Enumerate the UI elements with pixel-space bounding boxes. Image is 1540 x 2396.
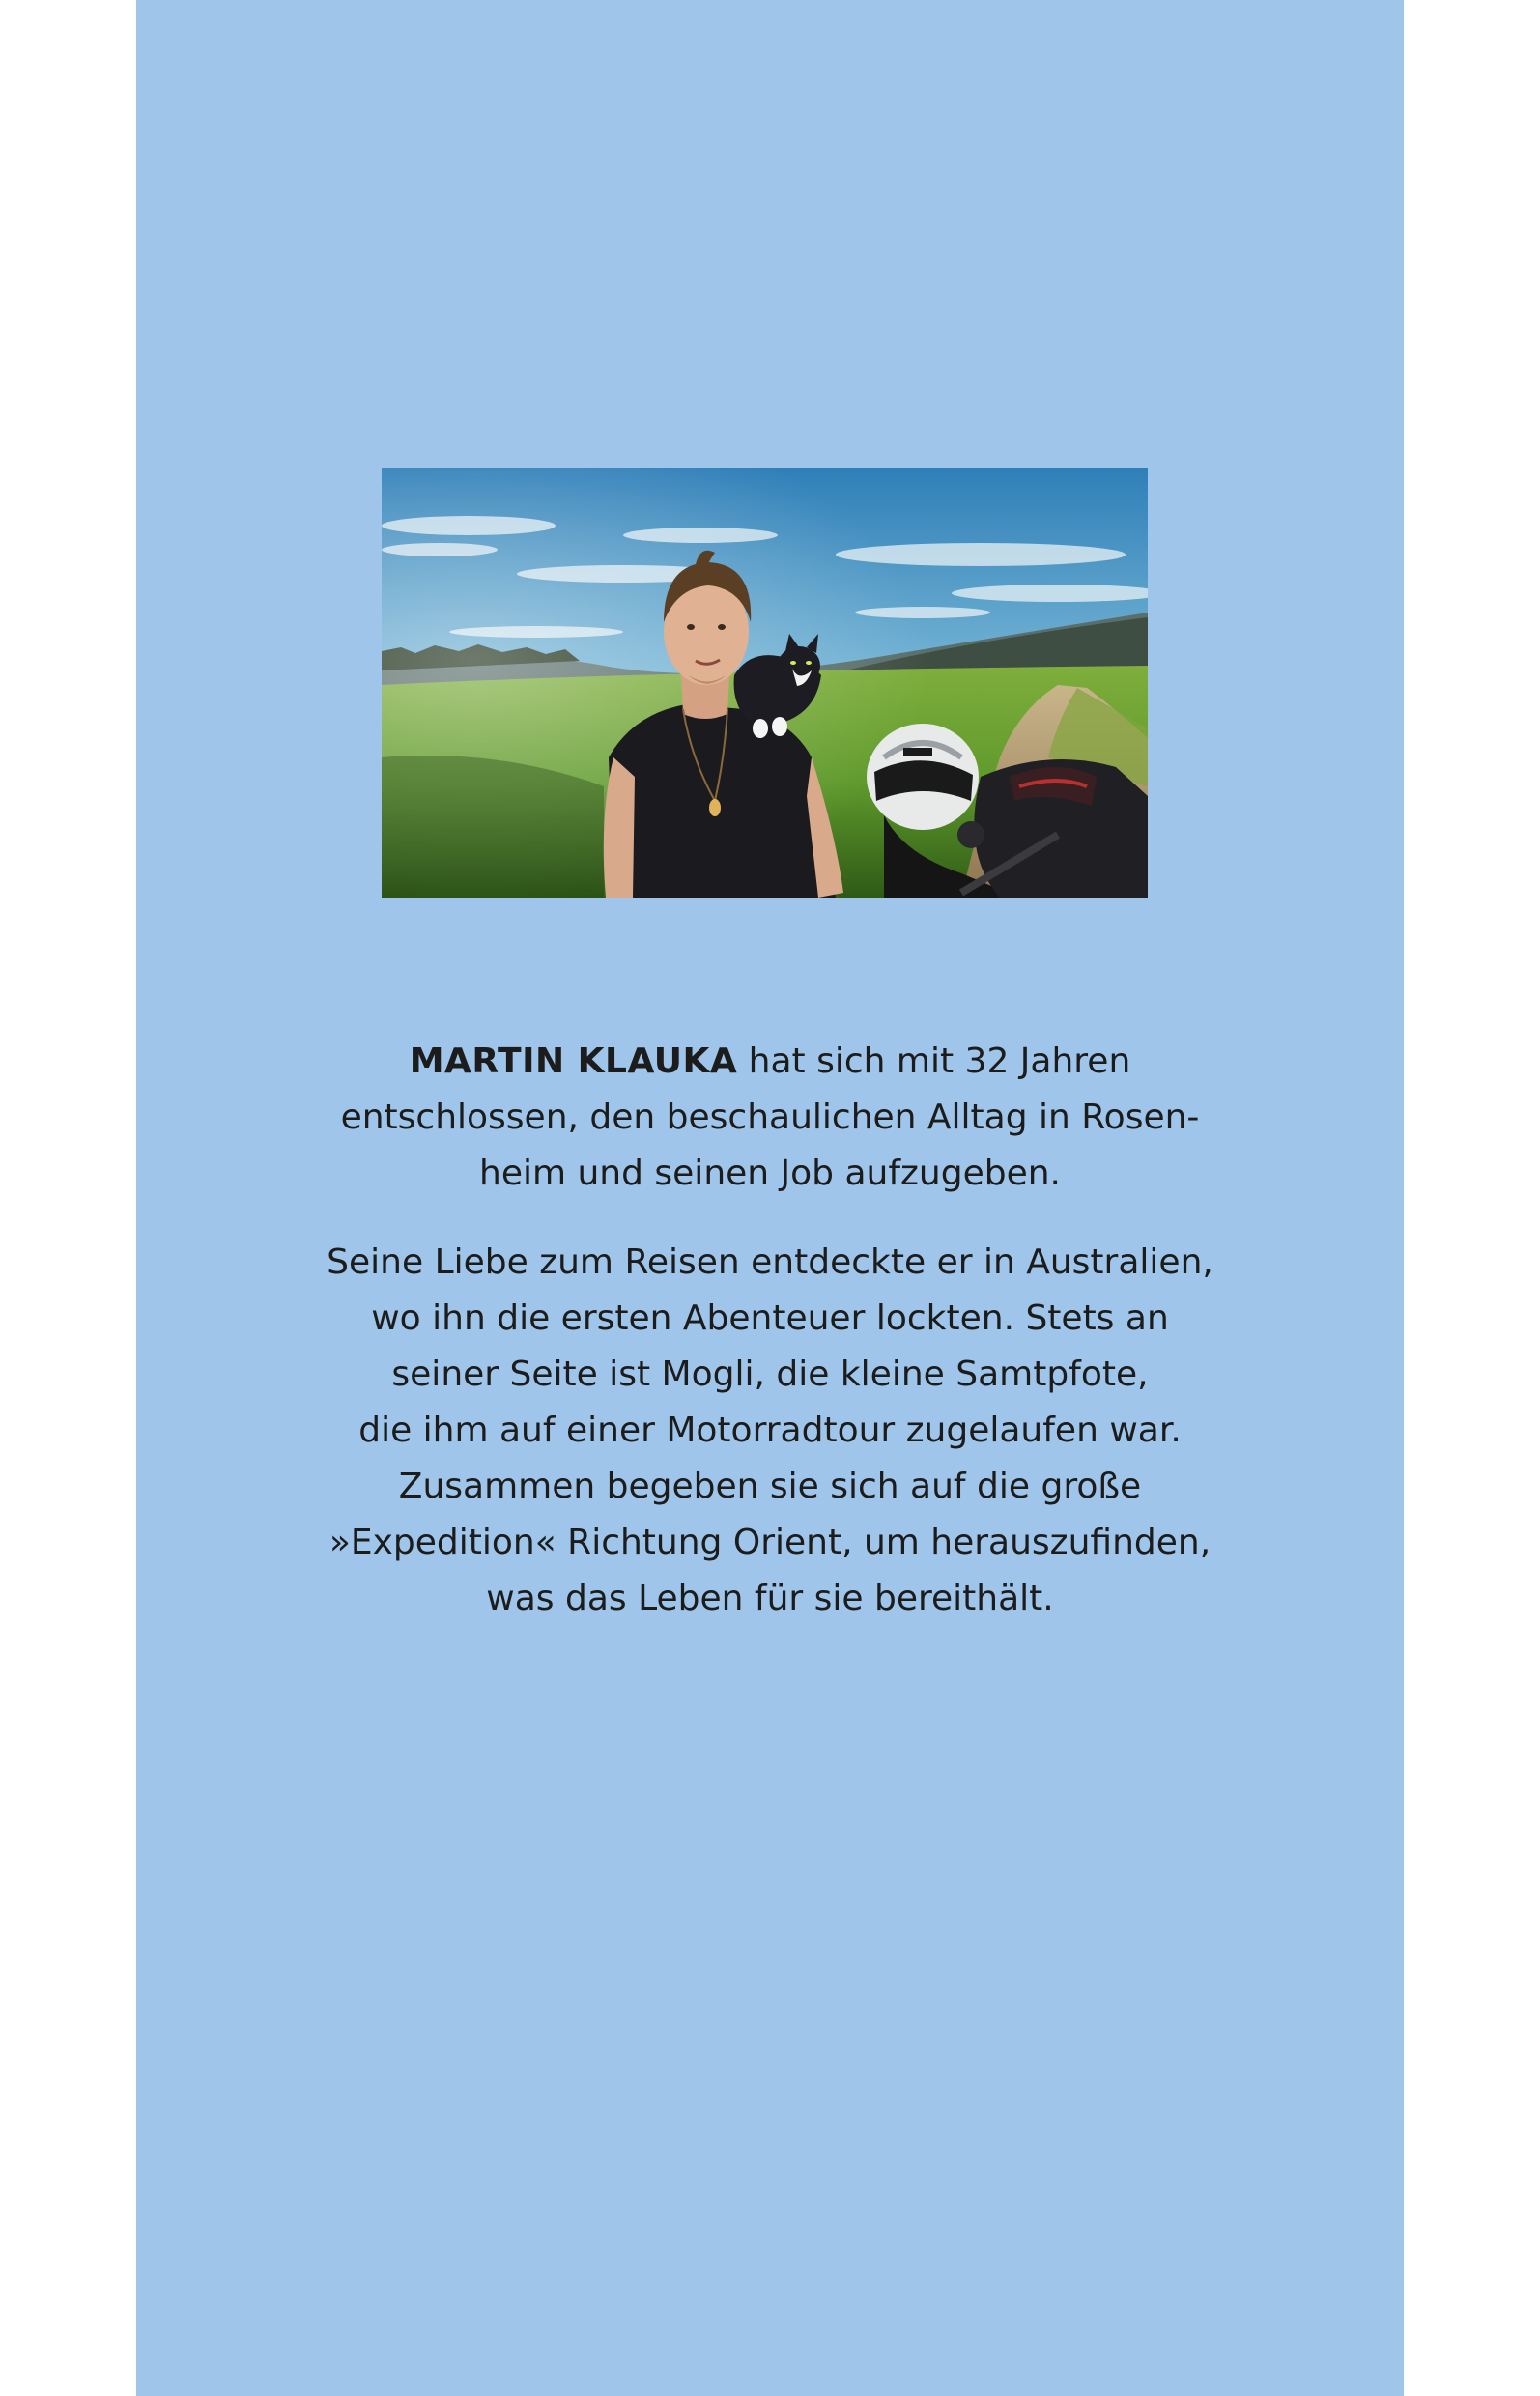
author-photo-illustration	[382, 468, 1148, 898]
author-bio	[290, 1034, 1250, 1627]
author-name: MARTIN KLAUKA	[409, 1041, 738, 1081]
bio-line: Seine Liebe zum Reisen entdeckte er in Australien,	[327, 1242, 1213, 1282]
bio-paragraph-2	[290, 1235, 1250, 1627]
bio-text: hat sich mit 32 Jahren	[737, 1041, 1131, 1081]
bio-line: Zusammen begeben sie sich auf die große	[398, 1467, 1142, 1506]
author-photo	[382, 468, 1148, 898]
bio-line: heim und seinen Job aufzugeben.	[479, 1154, 1061, 1193]
bio-line: was das Leben für sie bereithält.	[486, 1579, 1054, 1618]
bio-line: entschlossen, den beschaulichen Alltag in Rosen-	[340, 1098, 1200, 1137]
bio-paragraph-1	[290, 1034, 1250, 1202]
bio-line: »Expedition« Richtung Orient, um herauszufinden,	[328, 1523, 1212, 1562]
bio-line	[290, 1034, 1250, 1090]
bio-line: wo ihn die ersten Abenteuer lockten. Stets an	[371, 1298, 1169, 1338]
bio-line: seiner Seite ist Mogli, die kleine Samtpfote,	[391, 1355, 1149, 1394]
bio-line: die ihm auf einer Motorradtour zugelaufen war.	[358, 1411, 1182, 1450]
